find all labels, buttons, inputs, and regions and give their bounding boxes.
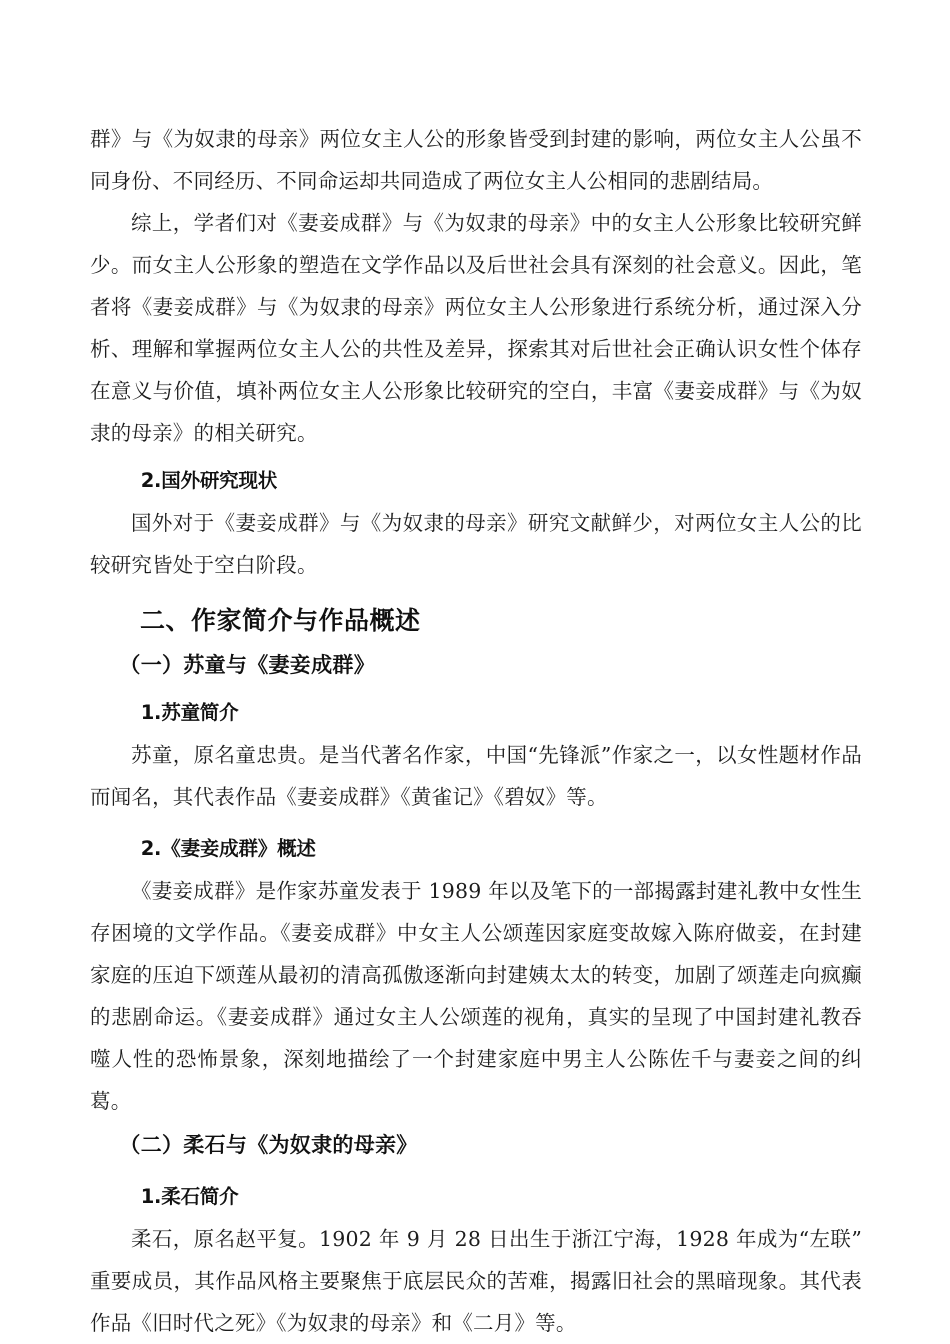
spacer [90,818,862,828]
section-heading-level3: 1.苏童简介 [140,701,239,724]
body-paragraph: 《妻妾成群》是作家苏童发表于 1989 年以及笔下的一部揭露封建礼教中女性生存困境的文学作品。《妻妾成群》中女主人公颂莲因家庭变故嫁入陈府做妾，在封建家庭的压迫下颂莲从最初的清高孤傲逐渐向封建姨太太的转变，加剧了颂莲走向疯癫的悲剧命运。《妻妾成群》通过女主人公颂莲的视角，真实的呈现了中国封建礼教吞噬人性的恐怖景象，深刻地描绘了一个封建家庭中男主人公陈佐千与妻妾之间的纠葛。 [90,879,862,1113]
section-heading-level3: 1.柔石简介 [140,1185,239,1208]
page-content [90,118,862,1344]
spacer [90,586,862,600]
spacer [90,1166,862,1176]
body-paragraph: 苏童，原名童忠贵。是当代著名作家，中国“先锋派”作家之一，以女性题材作品而闻名，其代表作品《妻妾成群》《黄雀记》《碧奴》等。 [90,743,862,809]
body-paragraph: 群》与《为奴隶的母亲》两位女主人公的形象皆受到封建的影响，两位女主人公虽不同身份、不同经历、不同命运却共同造成了两位女主人公相同的悲剧结局。 [90,127,862,193]
body-paragraph: 国外对于《妻妾成群》与《为奴隶的母亲》研究文献鲜少，对两位女主人公的比较研究皆处于空白阶段。 [90,511,862,577]
section-heading-level2: （一）苏童与《妻妾成群》 [119,653,375,677]
body-paragraph: 柔石，原名赵平复。1902 年 9 月 28 日出生于浙江宁海，1928 年成为“左联”重要成员，其作品风格主要聚焦于底层民众的苦难，揭露旧社会的黑暗现象。其代表作品《旧时代之死》《为奴隶的母亲》和《二月》等。 [90,1227,862,1335]
section-heading-level2: （二）柔石与《为奴隶的母亲》 [119,1133,418,1157]
section-heading-level3: 2.《妻妾成群》概述 [140,837,316,860]
section-heading-level3: 2.国外研究现状 [140,469,278,492]
body-paragraph: 综上，学者们对《妻妾成群》与《为奴隶的母亲》中的女主人公形象比较研究鲜少。而女主人公形象的塑造在文学作品以及后世社会具有深刻的社会意义。因此，笔者将《妻妾成群》与《为奴隶的母亲》两位女主人公形象进行系统分析，通过深入分析、理解和掌握两位女主人公的共性及差异，探索其对后世社会正确认识女性个体存在意义与价值，填补两位女主人公形象比较研究的空白，丰富《妻妾成群》与《为奴隶的母亲》的相关研究。 [90,211,862,445]
section-heading-level1: 二、作家简介与作品概述 [140,606,421,635]
